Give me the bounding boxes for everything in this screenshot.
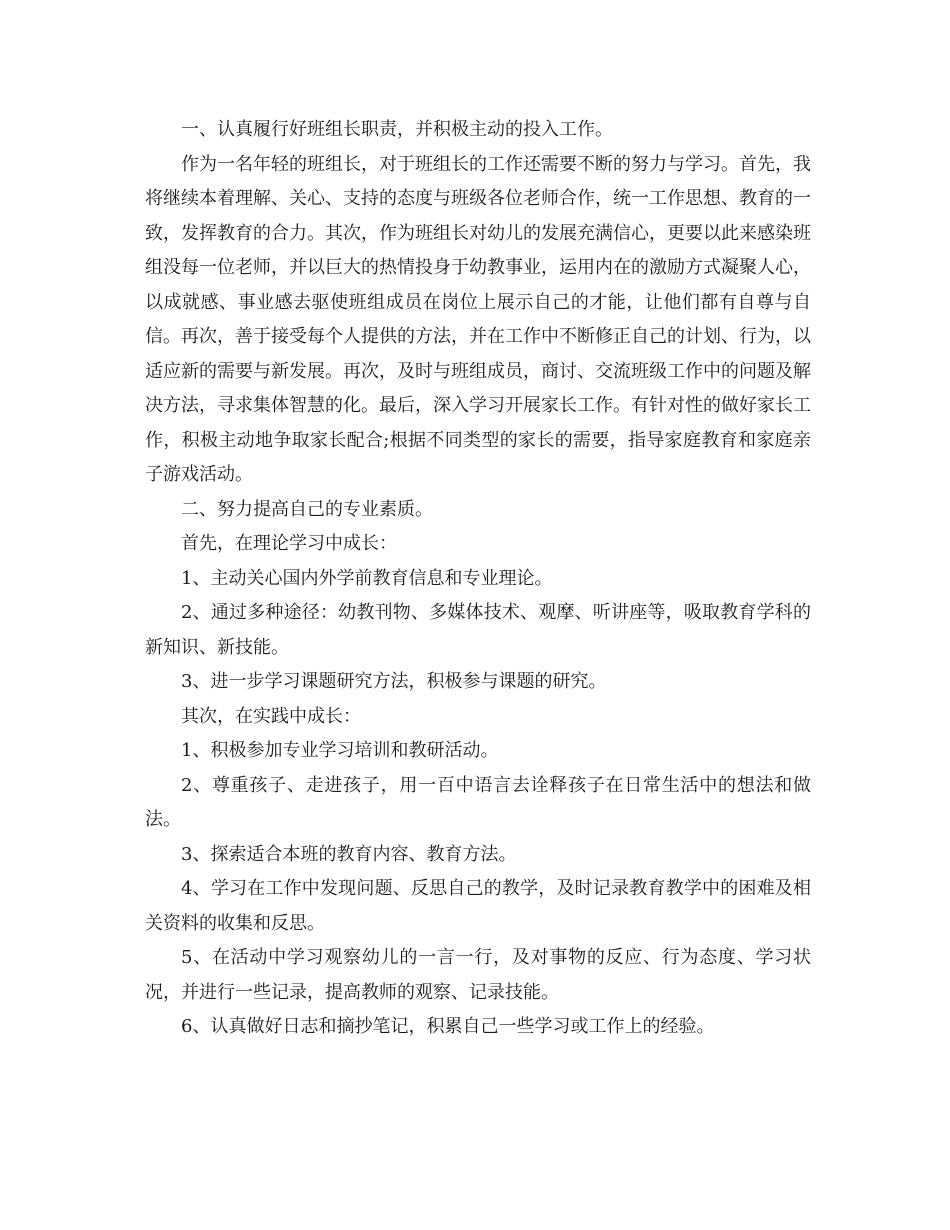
- list-item-theory-2: 2、通过多种途径：幼教刊物、多媒体技术、观摩、听讲座等，吸取教育学科的新知识、新技能。: [145, 602, 811, 658]
- list-item-practice-1: 1、积极参加专业学习培训和教研活动。: [181, 740, 499, 761]
- document-body: [145, 113, 811, 1045]
- list-item-practice-3: 3、探索适合本班的教育内容、教育方法。: [181, 843, 517, 865]
- list-item-theory-1: 1、主动关心国内外学前教育信息和专业理论。: [181, 567, 553, 589]
- list-item-practice-5: 5、在活动中学习观察幼儿的一言一行，及对事物的反应、行为态度、学习状况，并进行一些记录，提高教师的观察、记录技能。: [145, 947, 811, 1003]
- subheading-practice: 其次，在实践中成长：: [181, 705, 361, 727]
- list-item-practice-6: 6、认真做好日志和摘抄笔记，积累自己一些学习或工作上的经验。: [181, 1016, 715, 1037]
- heading-section-2: 二、努力提高自己的专业素质。: [181, 498, 433, 520]
- subheading-theory-learning: 首先，在理论学习中成长：: [181, 533, 397, 554]
- list-item-practice-4: 4、学习在工作中发现问题、反思自己的教学，及时记录教育教学中的困难及相关资料的收集和反思。: [145, 878, 811, 934]
- list-item-theory-3: 3、进一步学习课题研究方法，积极参与课题的研究。: [181, 671, 607, 692]
- list-item-practice-2: 2、尊重孩子、走进孩子，用一百中语言去诠释孩子在日常生活中的想法和做法。: [145, 774, 811, 830]
- paragraph-team-leader-work: 作为一名年轻的班组长，对于班组长的工作还需要不断的努力与学习。首先，我将继续本着理解、关心、支持的态度与班级各位老师合作，统一工作思想、教育的一致，发挥教育的合力。其次，作为班组长对幼儿的发展充满信心，更要以此来感染班组没每一位老师，并以巨大的热情投身于幼教事业，运用内在的激励方式凝聚人心，以成就感、事业感去驱使班组成员在岗位上展示自己的才能，让他们都有自尊与自信。再次，善于接受每个人提供的方法，并在工作中不断修正自己的计划、行为，以适应新的需要与新发展。再次，及时与班组成员，商讨、交流班级工作中的问题及解决方法，寻求集体智慧的化。最后，深入学习开展家长工作。有针对性的做好家长工作，积极主动地争取家长配合;根据不同类型的家长的需要，指导家庭教育和家庭亲子游戏活动。: [145, 153, 811, 485]
- heading-section-1: 一、认真履行好班组长职责，并积极主动的投入工作。: [181, 119, 613, 140]
